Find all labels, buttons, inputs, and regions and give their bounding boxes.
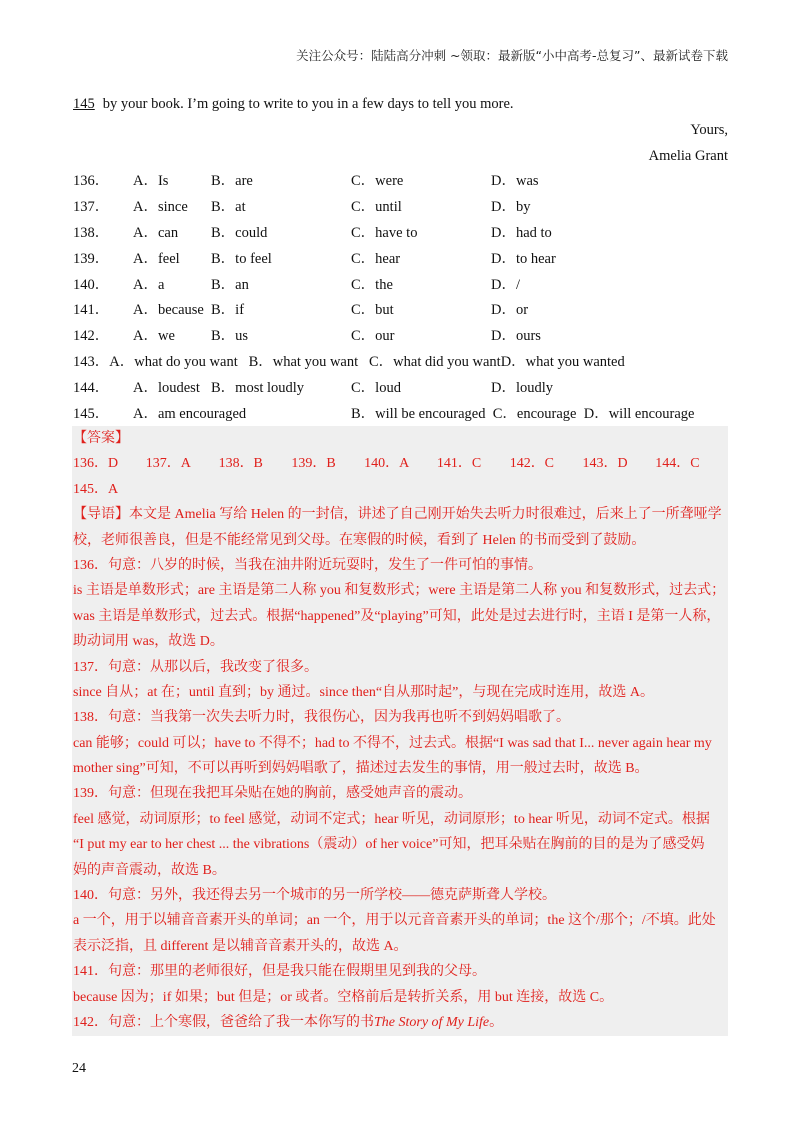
question-row [73,298,728,324]
option-d: D．or [491,302,529,319]
option-a: A．can [133,224,179,241]
explanation-line: a 一个，用于以辅音音素开头的单词；an 一个，用于以元音音素开头的单词；the 这个/那个；/不填。此处 [73,913,716,929]
explanation-line: 助动词用 was，故选 D。 [73,634,224,650]
question-number: 140． [73,276,110,293]
option-a: A．feel [133,250,180,267]
explanation-line [72,1010,728,1035]
answer-title: 【答案】 [73,431,129,446]
answer-key: 137．A [145,456,191,472]
option-d: D．by [491,199,531,216]
question-row [73,169,728,195]
explanation-line: “I put my ear to her chest ... the vibrations（震动）of her voice”可知，把耳朵贴在胸前的目的是为了感受妈 [73,837,705,853]
option-c: C．the [351,276,393,293]
explanation-line: 136．句意：八岁的时候，当我在油井附近玩耍时，发生了一件可怕的事情。 [73,557,542,573]
explanation-line: since 自从；at 在；until 直到；by 通过。since then“自从那时起”，与现在完成时连用，故选 A。 [73,684,654,700]
option-d: D．was [491,173,539,190]
option-d: D．loudly [491,379,554,396]
question-row [73,324,728,350]
question-number: 142． [73,328,110,345]
question-row [73,221,728,247]
question-number: 144． [73,379,110,396]
explanation-line: 校，老师很善良，但是不能经常见到父母。在寒假的时候，看到了 Helen 的书而受到了鼓励。 [73,532,646,548]
option-c: C．were [351,173,404,190]
question-row-145 [73,402,728,428]
question-number: 137． [73,199,110,216]
answer-key: 136．D [73,456,119,472]
blank-145: 145 [73,96,95,112]
option-a: A．am encouraged [133,405,247,422]
explanation-line: 138．句意：当我第一次失去听力时，我很伤心，因为我再也听不到妈妈唱歌了。 [73,710,570,726]
question-number: 141． [73,302,110,319]
letter-and-questions [73,92,728,427]
answer-key: 139．B [291,456,336,472]
option-b: B．most loudly [211,379,305,396]
explanation-line: 139．句意：但现在我把耳朵贴在她的胸前，感受她声音的震动。 [73,786,472,802]
page-number: 24 [72,1061,86,1076]
option-c: C．loud [351,379,401,396]
question-row [73,376,728,402]
option-a: A．we [133,328,175,345]
page-header: 关注公众号：陆陆高分冲刺 ~领取：最新版“小中高考-总复习”、最新试卷下载 [296,48,728,63]
question-number: 138． [73,224,110,241]
answer-key: 141．C [436,456,482,472]
explanation-line: 【导语】本文是 Amelia 写给 Helen 的一封信，讲述了自己刚开始失去听力时很难过，后来上了一所聋哑学 [73,507,722,523]
question-list [73,169,728,427]
explanation-line: because 因为；if 如果；but 但是；or 或者。空格前后是转折关系，用 but 连接，故选 C。 [73,989,614,1005]
option-b: B．could [211,224,268,241]
answer-key: 140．A [364,456,410,472]
option-c: C．have to [351,224,418,241]
book-title: The Story of My Life [374,1014,490,1030]
explanations [72,502,728,1010]
explanation-line: 137．句意：从那以后，我改变了很多。 [73,659,318,675]
answer-key: 144．C [655,456,700,472]
explanation-line: 妈的声音震动，故选 B。 [73,862,226,878]
option-a: A．Is [133,173,169,190]
question-row [73,247,728,273]
option-b: B．at [211,199,246,216]
explanation-line: was 主语是单数形式，过去式。根据“happened”及“playing”可知，此处是过去进行时，主语 I 是第一人称， [73,608,721,624]
option-b: B．an [211,276,249,293]
letter-signature: Amelia Grant [648,147,728,164]
question-row-143: 143．A．what do you want B．what you want C．what did you wantD．what you wanted [73,353,625,370]
option-a: A．loudest [133,379,200,396]
question-number: 136． [73,173,110,190]
answer-key: 143．D [582,456,628,472]
option-c: C．hear [351,250,401,267]
option-d: D．ours [491,328,541,345]
answer-key: 142．C [509,456,555,472]
explanation-line: is 主语是单数形式；are 主语是第二人称 you 和复数形式；were 主语是第二人称 you 和复数形式，过去式； [73,583,726,599]
explanation-line: 140．句意：另外，我还得去另一个城市的另一所学校——德克萨斯聋人学校。 [73,888,556,904]
letter-text: by your book. I’m going to write to you in a few days to tell you more. [102,96,514,112]
answer-section [72,426,728,1036]
option-a: A．a [133,276,165,293]
explanation-line: 表示泛指，且 different 是以辅音音素开头的，故选 A。 [73,938,408,954]
answer-keys [72,451,728,476]
option-b: B．if [211,302,245,319]
question-number: 139． [73,250,110,267]
explanation-line: mother sing”可知，不可以再听到妈妈唱歌了，描述过去发生的事情，用一般过去时，故选 B。 [73,761,649,777]
option-d: D．had to [491,224,552,241]
option-d: D．to hear [491,250,556,267]
explanation-line: can 能够；could 可以；have to 不得不；had to 不得不，过去式。根据“I was sad that I... never again hear my [73,735,712,751]
question-number: 145． [73,405,110,422]
option-a: A．since [133,199,188,216]
options-bcd: B．will be encouraged C．encourage D．will encourage [351,405,695,422]
option-b: B．us [211,328,249,345]
option-c: C．until [351,199,402,216]
letter-closing: Yours, [690,121,728,138]
explanation-142-text: 142．句意：上个寒假，爸爸给了我一本你写的书 [73,1014,374,1030]
option-b: B．to feel [211,250,272,267]
letter-last-line [73,92,728,118]
explanation-line: feel 感觉，动词原形；to feel 感觉，动词不定式；hear 听见，动词原形；to hear 听见，动词不定式。根据 [73,811,710,827]
explanation-142-end: 。 [489,1014,504,1030]
answer-key: 138．B [218,456,263,472]
option-c: C．our [351,328,395,345]
option-b: B．are [211,173,253,190]
question-row [73,195,728,221]
option-c: C．but [351,302,394,319]
answer-key-145: 145．A [73,481,119,497]
question-row [73,273,728,299]
option-d: D．/ [491,276,520,293]
option-a: A．because [133,302,204,319]
explanation-line: 141．句意：那里的老师很好，但是我只能在假期里见到我的父母。 [73,964,486,980]
